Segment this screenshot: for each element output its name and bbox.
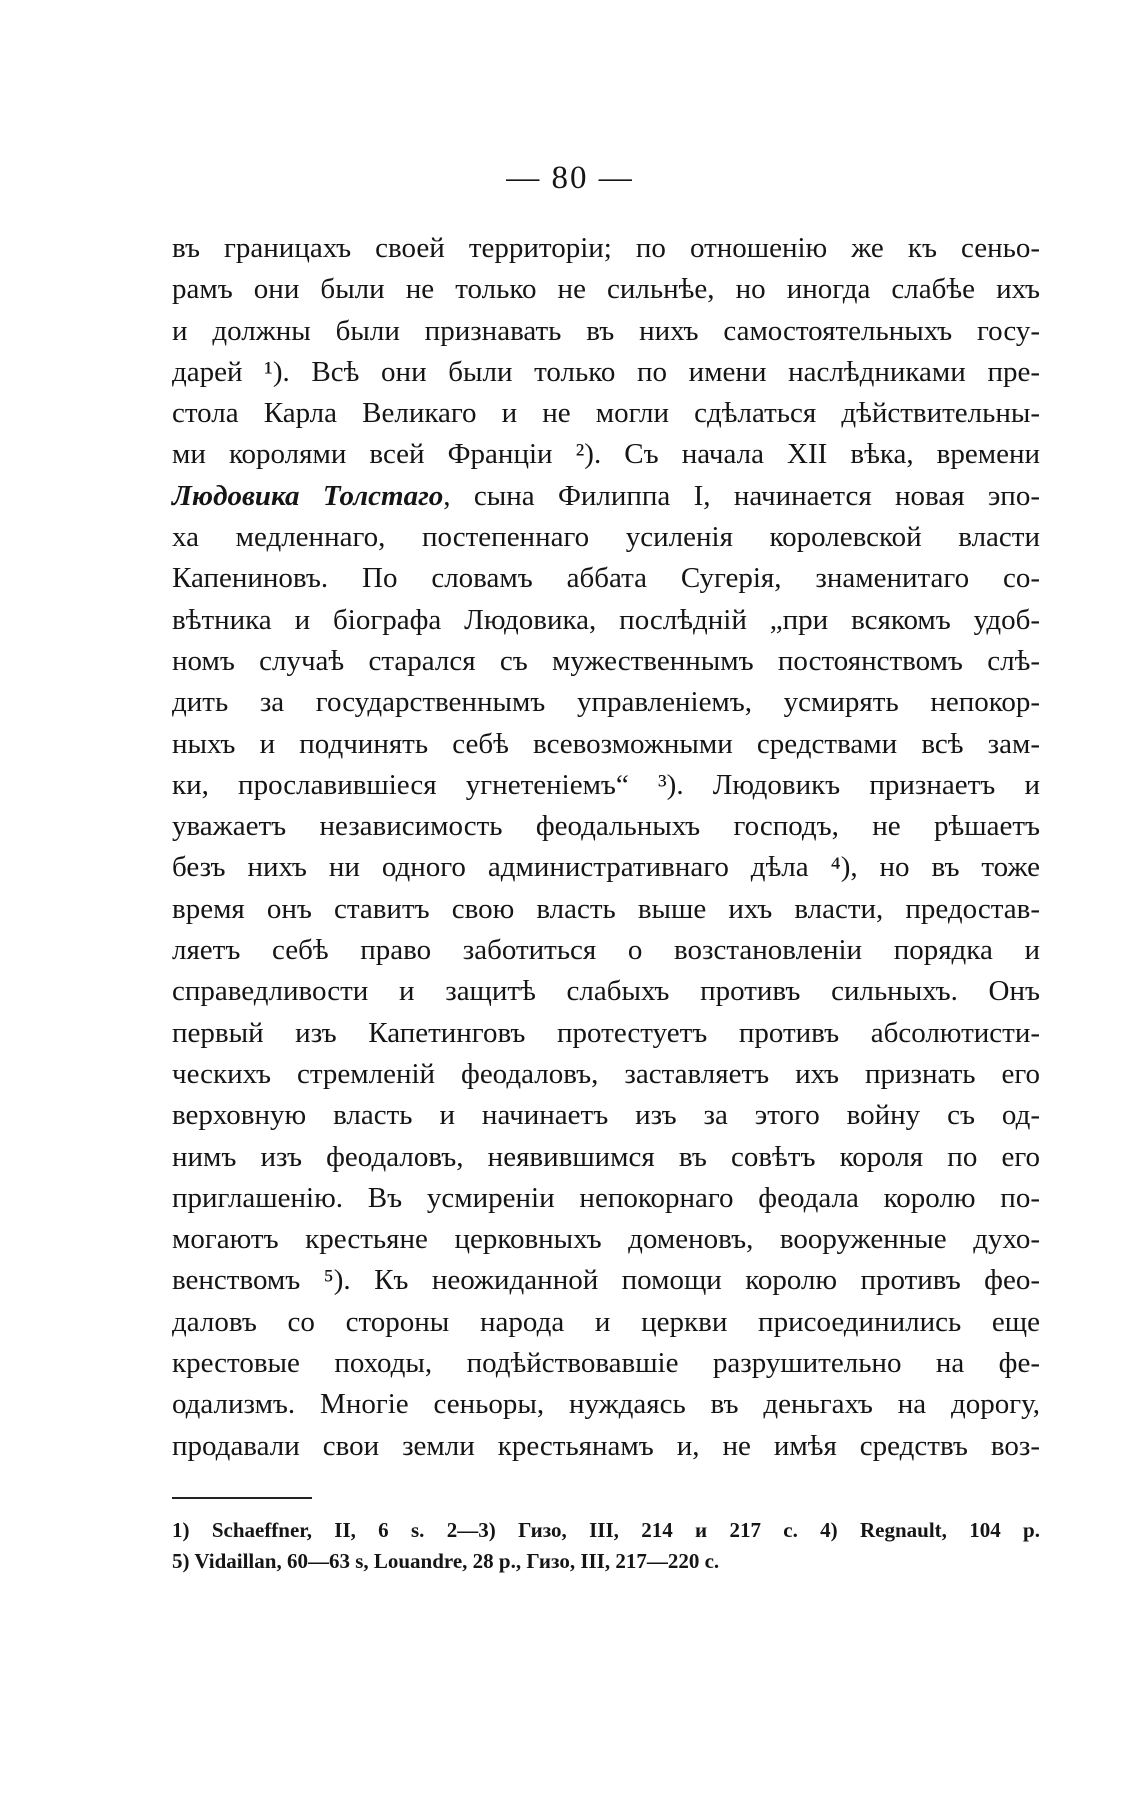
emphasized-name: Людовика Толстаго — [172, 479, 444, 512]
body-line: ческихъ стремленій феодаловъ, заставляетъ ихъ признать его — [172, 1057, 1040, 1090]
body-line: дить за государственнымъ управленіемъ, усмирять непокор- — [172, 686, 1040, 719]
footnote-line: 1) Schaeffner, II, 6 s. 2—3) Гизо, III, 214 и 217 с. 4) Regnault, 104 p. — [172, 1518, 1040, 1542]
body-line: стола Карла Великаго и не могли сдѣлаться дѣйствительны- — [172, 397, 1040, 430]
body-line: Людовика Толстаго, сына Филиппа I, начинается новая эпо- — [172, 479, 1040, 512]
body-line: ха медленнаго, постепеннаго усиленія королевской власти — [172, 521, 1040, 554]
body-line: одализмъ. Многіе сеньоры, нуждаясь въ деньгахъ на дорогу, — [172, 1388, 1040, 1421]
body-line: справедливости и защитѣ слабыхъ противъ сильныхъ. Онъ — [172, 975, 1040, 1008]
body-line: рамъ они были не только не сильнѣе, но иногда слабѣе ихъ — [172, 273, 1040, 306]
body-line: могаютъ крестьяне церковныхъ доменовъ, вооруженные духо- — [172, 1223, 1040, 1256]
body-line: приглашенію. Въ усмиреніи непокорнаго феодала королю по- — [172, 1181, 1040, 1214]
body-line: Капениновъ. По словамъ аббата Сугерія, знаменитаго со- — [172, 562, 1040, 595]
body-line: венствомъ ⁵). Къ неожиданной помощи королю противъ фео- — [172, 1264, 1040, 1297]
body-line: ки, прославившіеся угнетеніемъ“ ³). Людовикъ признаетъ и — [172, 768, 1040, 801]
body-line: уважаетъ независимость феодальныхъ господъ, не рѣшаетъ — [172, 810, 1040, 843]
footnotes — [172, 1515, 1040, 1577]
body-line: нимъ изъ феодаловъ, неявившимся въ совѣтъ короля по его — [172, 1140, 1040, 1173]
footnote-divider — [172, 1497, 312, 1499]
body-line: верховную власть и начинаетъ изъ за этого войну съ од- — [172, 1099, 1040, 1132]
body-line: дарей ¹). Всѣ они были только по имени наслѣдниками пре- — [172, 355, 1040, 388]
body-line: ляетъ себѣ право заботиться о возстановленіи порядка и — [172, 934, 1040, 967]
body-line: вѣтника и біографа Людовика, послѣдній „при всякомъ удоб- — [172, 603, 1040, 636]
body-line: ныхъ и подчинять себѣ всевозможными средствами всѣ зам- — [172, 727, 1040, 760]
body-line: ми королями всей Франціи ²). Съ начала XII вѣка, времени — [172, 438, 1040, 471]
body-line: номъ случаѣ старался съ мужественнымъ постоянствомъ слѣ- — [172, 644, 1040, 677]
body-line: безъ нихъ ни одного административнаго дѣла ⁴), но въ тоже — [172, 851, 1040, 884]
body-line: и должны были признавать въ нихъ самостоятельныхъ госу- — [172, 314, 1040, 347]
body-line: даловъ со стороны народа и церкви присоединились еще — [172, 1305, 1040, 1338]
body-text — [172, 228, 1040, 1467]
body-line: продавали свои земли крестьянамъ и, не имѣя средствъ воз- — [172, 1429, 1040, 1462]
body-line: первый изъ Капетинговъ протестуетъ противъ абсолютисти- — [172, 1016, 1040, 1049]
page-number: — 80 — — [506, 160, 634, 196]
body-line: время онъ ставитъ свою власть выше ихъ власти, предостав- — [172, 892, 1040, 925]
body-line: крестовые походы, подѣйствовавшіе разрушительно на фе- — [172, 1347, 1040, 1380]
body-line: въ границахъ своей территоріи; по отношенію же къ сеньо- — [172, 232, 1040, 264]
footnote-line: 5) Vidaillan, 60—63 s, Louandre, 28 p., Гизо, III, 217—220 с. — [172, 1549, 720, 1573]
